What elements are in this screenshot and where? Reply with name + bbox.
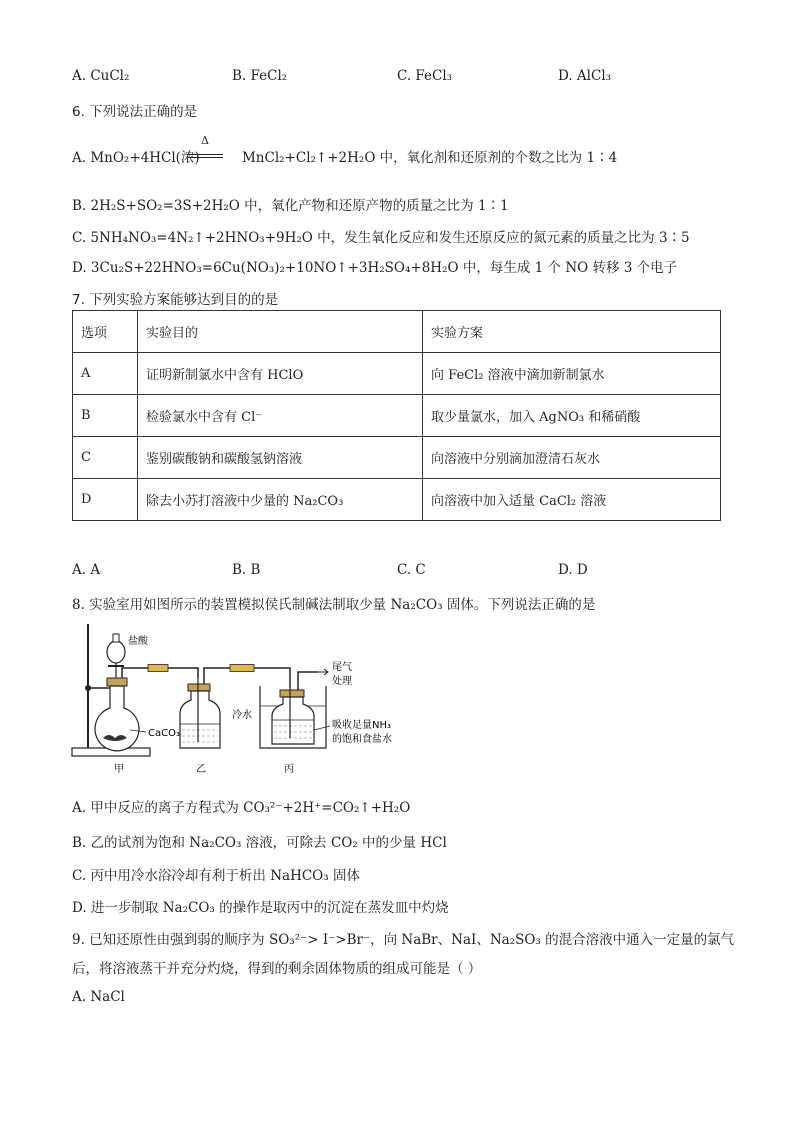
table-cell: 证明新制氯水中含有 HClO — [138, 353, 423, 395]
q8-option-b: B. 乙的试剂为饱和 Na₂CO₃ 溶液，可除去 CO₂ 中的少量 HCl — [72, 835, 447, 851]
table-header-cell: 选项 — [73, 311, 138, 353]
q8-option-d: D. 进一步制取 Na₂CO₃ 的操作是取丙中的沉淀在蒸发皿中灼烧 — [72, 900, 449, 916]
arrow-icon — [318, 669, 328, 675]
table-row — [73, 479, 721, 521]
table-row — [73, 353, 721, 395]
table-cell: B — [73, 395, 138, 437]
equals-double-line — [187, 154, 223, 158]
q6-stem: 6. 下列说法正确的是 — [72, 104, 198, 120]
table-cell: 向溶液中加入适量 CaCl₂ 溶液 — [423, 479, 721, 521]
flask-stopper — [107, 678, 127, 686]
q7-option-b: B. B — [232, 562, 261, 578]
q8-option-c: C. 丙中用冷水浴冷却有利于析出 NaHCO₃ 固体 — [72, 868, 360, 884]
q7-stem: 7. 下列实验方案能够达到目的的是 — [72, 292, 279, 308]
label-tail-gas-1: 尾气 — [332, 662, 352, 673]
table-cell: 除去小苏打溶液中少量的 Na₂CO₃ — [138, 479, 423, 521]
funnel-stopper — [113, 634, 119, 642]
bottle-stopper-bing — [280, 690, 304, 697]
label-jia: 甲 — [114, 764, 124, 775]
q6-option-d: D. 3Cu₂S+22HNO₃=6Cu(NO₃)₂+10NO↑+3H₂SO₄+8H₂O 中，每生成 1 个 NO 转移 3 个电子 — [72, 260, 678, 276]
table-header-row — [73, 311, 721, 353]
clamp-knob — [85, 685, 91, 691]
table-header-cell: 实验目的 — [138, 311, 423, 353]
label-absorb-2: 的饱和食盐水 — [332, 734, 392, 745]
table-cell: C — [73, 437, 138, 479]
label-caco3: CaCO₃ — [148, 728, 180, 739]
label-absorb-1: 吸收足量NH₃ — [332, 720, 392, 731]
reaction-bottle-bing — [272, 697, 314, 744]
q5-option-b: B. FeCl₂ — [232, 68, 288, 84]
q6-option-a — [72, 146, 617, 166]
table-row — [73, 395, 721, 437]
q8-stem: 8. 实验室用如图所示的装置模拟侯氏制碱法制取少量 Na₂CO₃ 固体。下列说法正确的是 — [72, 597, 596, 613]
table-cell: 向溶液中分别滴加澄清石灰水 — [423, 437, 721, 479]
separatory-funnel — [107, 641, 125, 663]
absorb-pointer — [314, 726, 330, 730]
label-bing: 丙 — [284, 764, 294, 775]
q5-option-d: D. AlCl₃ — [558, 68, 612, 84]
label-hcl: 盐酸 — [128, 636, 148, 647]
table-cell: 取少量氯水，加入 AgNO₃ 和稀硝酸 — [423, 395, 721, 437]
gas-washing-bottle-yi — [180, 691, 220, 748]
q7-option-c: C. C — [397, 562, 426, 578]
heat-condition: Δ — [201, 134, 209, 147]
q6-option-a-right: MnCl₂+Cl₂↑+2H₂O 中，氧化剂和还原剂的个数之比为 1∶4 — [241, 150, 618, 166]
table-cell: 向 FeCl₂ 溶液中滴加新制氯水 — [423, 353, 721, 395]
label-cold-water: 冷水 — [232, 710, 252, 721]
q9-stem-line-1: 9. 已知还原性由强到弱的顺序为 SO₃²⁻> I⁻>Br⁻，向 NaBr、NaI、Na₂SO₃ 的混合溶液中通入一定量的氯气 — [72, 932, 735, 948]
table-cell: 鉴别碳酸钠和碳酸氢钠溶液 — [138, 437, 423, 479]
table-header-cell: 实验方案 — [423, 311, 721, 353]
q9-option-a: A. NaCl — [72, 989, 125, 1005]
q6-option-c: C. 5NH₄NO₃=4N₂↑+2HNO₃+9H₂O 中，发生氧化反应和发生还原反应的氮元素的质量之比为 3∶5 — [72, 230, 690, 246]
table-cell: D — [73, 479, 138, 521]
q7-option-d: D. D — [558, 562, 588, 578]
q8-option-a: A. 甲中反应的离子方程式为 CO₃²⁻+2H⁺=CO₂↑+H₂O — [72, 800, 411, 816]
q7-table — [72, 310, 721, 521]
rubber-connector-2 — [230, 665, 254, 672]
q5-option-a: A. CuCl₂ — [72, 68, 130, 84]
q5-option-c: C. FeCl₃ — [397, 68, 453, 84]
q6-option-a-left: A. MnO₂+4HCl(浓) — [72, 150, 204, 166]
round-flask — [95, 686, 139, 751]
table-row — [73, 437, 721, 479]
label-yi: 乙 — [196, 764, 206, 775]
q7-option-a: A. A — [72, 562, 101, 578]
table-cell: A — [73, 353, 138, 395]
q9-stem-line-2: 后，将溶液蒸干并充分灼烧，得到的剩余固体物质的组成可能是（ ） — [72, 961, 482, 977]
table-cell: 检验氯水中含有 Cl⁻ — [138, 395, 423, 437]
q6-option-b: B. 2H₂S+SO₂=3S+2H₂O 中，氧化产物和还原产物的质量之比为 1∶1 — [72, 198, 509, 214]
outlet-tube — [298, 672, 318, 690]
label-tail-gas-2: 处理 — [332, 676, 352, 687]
rubber-connector-1 — [148, 665, 168, 672]
apparatus-diagram — [70, 620, 415, 780]
bottle-stopper-yi — [188, 684, 210, 691]
